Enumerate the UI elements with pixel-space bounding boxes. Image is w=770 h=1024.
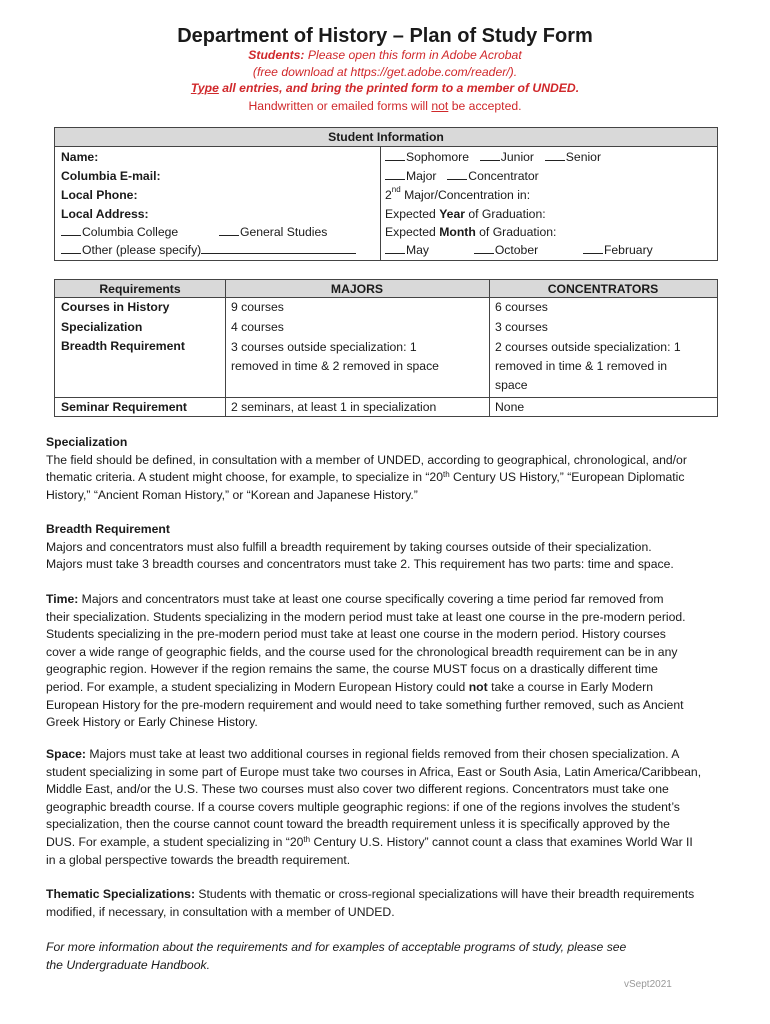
time-line-6 bbox=[46, 679, 726, 697]
time-section bbox=[46, 591, 726, 732]
conc-courses: 6 courses bbox=[495, 300, 548, 314]
name-field[interactable]: Name: bbox=[61, 150, 99, 164]
thematic-l1: Students with thematic or cross-regional specializations will have their breadth requirements bbox=[195, 887, 695, 901]
majors-specialization: 4 courses bbox=[231, 320, 284, 334]
conc-breadth-l3: space bbox=[495, 378, 528, 392]
space-l1: Majors must take at least two additional courses in regional fields removed from their chosen specialization. A bbox=[85, 747, 680, 761]
time-line-8: Greek History or Early Chinese History. bbox=[46, 715, 258, 730]
breadth-line-2: Majors must take 3 breadth courses and concentrators must take 2. This requirement has two parts: time and space. bbox=[46, 557, 674, 572]
majors-breadth-l1: 3 courses outside specialization: 1 bbox=[231, 340, 417, 354]
space-line-1 bbox=[46, 746, 726, 764]
grad-month-options bbox=[385, 242, 653, 260]
time-l6-post: take a course in Early Modern bbox=[487, 679, 653, 694]
instruction-text-4a: Handwritten or emailed forms will bbox=[248, 99, 428, 113]
second-num: 2 bbox=[385, 188, 392, 202]
second-sup: nd bbox=[391, 185, 401, 194]
time-l1: Majors and concentrators must take at least one course specifically covering a time period far removed from bbox=[78, 592, 664, 606]
time-line-7: European History for the pre-modern requirement and would need to take something further removed, such as Ancient bbox=[46, 697, 684, 712]
class-year-options bbox=[385, 149, 601, 167]
student-info-box bbox=[54, 127, 718, 261]
time-line-1 bbox=[46, 591, 726, 609]
page-title: Department of History – Plan of Study Form bbox=[177, 25, 593, 47]
spec-l2-pre: thematic criteria. A student might choose, for example, to specialize in “20 bbox=[46, 470, 443, 485]
table-row-divider bbox=[55, 397, 717, 398]
concentrator-label: Concentrator bbox=[468, 169, 539, 183]
breadth-section bbox=[46, 521, 726, 574]
grad-year-field[interactable] bbox=[385, 206, 546, 224]
second-major-label: Major/Concentration in: bbox=[404, 188, 531, 202]
not-word: not bbox=[431, 99, 449, 113]
majors-seminar: 2 seminars, at least 1 in specialization bbox=[231, 400, 437, 414]
may-label: May bbox=[406, 243, 430, 257]
major-label: Major bbox=[406, 169, 437, 183]
column-divider bbox=[380, 147, 381, 260]
second-major-field[interactable] bbox=[385, 187, 530, 205]
other-specify-field[interactable] bbox=[201, 242, 356, 254]
october-checkbox[interactable] bbox=[474, 242, 494, 254]
instruction-text-1: Please open this form in Adobe Acrobat bbox=[307, 48, 522, 62]
majors-courses: 9 courses bbox=[231, 300, 284, 314]
type-word: Type bbox=[190, 81, 219, 95]
space-line-4: geographic breadth course. If a course covers multiple geographic regions: if one of the regions involves the student’s bbox=[46, 799, 680, 814]
spec-line-3: History,” “Ancient Roman History,” or “Korean and Japanese History.” bbox=[46, 487, 418, 502]
general-studies-checkbox[interactable] bbox=[219, 224, 239, 236]
col-header-majors: MAJORS bbox=[330, 282, 384, 296]
more-info-line-2: the Undergraduate Handbook. bbox=[46, 957, 210, 972]
email-field[interactable]: Columbia E-mail: bbox=[61, 169, 161, 183]
program-options bbox=[385, 168, 539, 186]
junior-checkbox[interactable] bbox=[480, 149, 500, 161]
grad-month-bold: Month bbox=[439, 225, 476, 239]
grad-month-label bbox=[385, 224, 556, 242]
conc-seminar: None bbox=[495, 400, 525, 414]
address-field[interactable]: Local Address: bbox=[61, 207, 149, 221]
space-line-6 bbox=[46, 834, 726, 852]
more-info-section bbox=[46, 939, 726, 974]
space-label: Space: bbox=[46, 747, 86, 761]
sophomore-checkbox[interactable] bbox=[385, 149, 405, 161]
spec-l2-post: Century US History,” “European Diplomatic bbox=[449, 470, 685, 485]
col-header-requirements: Requirements bbox=[99, 282, 181, 296]
conc-breadth bbox=[489, 338, 687, 395]
time-label: Time: bbox=[46, 592, 79, 606]
conc-breadth-l2: removed in time & 1 removed in bbox=[495, 359, 668, 373]
thematic-line-2: modified, if necessary, in consultation with a member of UNDED. bbox=[46, 904, 395, 919]
concentrator-checkbox[interactable] bbox=[447, 168, 467, 180]
space-l6-pre: DUS. For example, a student specializing in “20 bbox=[46, 834, 304, 849]
time-l6-pre: period. For example, a student specializing in Modern European History could bbox=[46, 679, 469, 694]
october-label: October bbox=[494, 243, 539, 257]
grad-year-bold: Year bbox=[439, 207, 465, 221]
spec-l2-sup: th bbox=[442, 470, 450, 480]
space-line-7: in a global perspective towards the breadth requirement. bbox=[46, 852, 351, 867]
space-l6-post: Century U.S. History” cannot count a class that examines World War II bbox=[310, 834, 693, 849]
other-checkbox[interactable] bbox=[61, 242, 81, 254]
more-info-line-1: For more information about the requirements and for examples of acceptable programs of study, please see bbox=[46, 940, 627, 954]
specialization-heading: Specialization bbox=[46, 435, 128, 449]
phone-field[interactable]: Local Phone: bbox=[61, 188, 138, 202]
instruction-line-4 bbox=[0, 98, 770, 116]
row-label-seminar: Seminar Requirement bbox=[61, 400, 187, 414]
breadth-heading: Breadth Requirement bbox=[46, 522, 170, 536]
majors-breadth-l2: removed in time & 2 removed in space bbox=[231, 359, 439, 373]
february-label: February bbox=[603, 243, 653, 257]
specialization-section bbox=[46, 434, 726, 504]
sophomore-label: Sophomore bbox=[406, 150, 470, 164]
grad-month-post: of Graduation: bbox=[479, 225, 557, 239]
breadth-line-1: Majors and concentrators must also fulfill a breadth requirement by taking courses outside of their specialization. bbox=[46, 539, 652, 554]
conc-breadth-l1: 2 courses outside specialization: 1 bbox=[495, 340, 681, 354]
instruction-text-4b: be accepted. bbox=[451, 99, 522, 113]
time-line-4: cover a wide range of geographic fields, and the course used for the chronological breadth requirement can be in any bbox=[46, 644, 678, 659]
space-section bbox=[46, 746, 726, 869]
row-label-courses: Courses in History bbox=[61, 300, 170, 314]
school-options bbox=[61, 224, 327, 242]
instruction-line-3 bbox=[0, 80, 770, 98]
space-line-2: student specializing in some part of Europe must take two courses in Africa, East or South Asia, Latin America/Caribbean, bbox=[46, 764, 702, 779]
space-line-3: Middle East, and/or the U.S. These two courses must also cover two different regions. Concentrators must take one bbox=[46, 782, 669, 797]
conc-specialization: 3 courses bbox=[495, 320, 548, 334]
instruction-line-2: (free download at https://get.adobe.com/reader/). bbox=[252, 65, 518, 79]
space-l6-sup: th bbox=[303, 834, 311, 844]
general-studies-label: General Studies bbox=[239, 225, 328, 239]
students-label: Students: bbox=[248, 48, 305, 62]
major-checkbox[interactable] bbox=[385, 168, 405, 180]
space-line-5: specialization, then the course cannot count toward the breadth requirement unless it is specifically approved by the bbox=[46, 817, 670, 832]
time-line-2: their specialization. Students specializing in the modern period must take at least one course in the pre-modern period. bbox=[46, 609, 686, 624]
other-label: Other (please specify) bbox=[82, 243, 202, 257]
spec-line-1: The field should be defined, in consultation with a member of UNDED, according to geographical, chronological, and/or bbox=[46, 452, 687, 467]
grad-year-pre: Expected bbox=[385, 207, 436, 221]
col-header-concentrators: CONCENTRATORS bbox=[547, 282, 659, 296]
thematic-label: Thematic Specializations: bbox=[46, 887, 195, 901]
student-info-header: Student Information bbox=[55, 128, 717, 147]
time-l6-not: not bbox=[468, 679, 488, 694]
junior-label: Junior bbox=[500, 150, 534, 164]
senior-label: Senior bbox=[565, 150, 602, 164]
grad-year-post: of Graduation: bbox=[468, 207, 546, 221]
row-label-breadth: Breadth Requirement bbox=[61, 339, 185, 353]
instruction-text-3: all entries, and bring the printed form to a member of UNDED. bbox=[222, 81, 580, 95]
thematic-section bbox=[46, 886, 726, 921]
time-line-3: Students specializing in the pre-modern period must take at least one course in the modern period. History courses bbox=[46, 627, 666, 642]
columbia-college-checkbox[interactable] bbox=[61, 224, 81, 236]
other-school-option bbox=[61, 242, 357, 260]
columbia-college-label: Columbia College bbox=[82, 225, 179, 239]
february-checkbox[interactable] bbox=[583, 242, 603, 254]
majors-breadth bbox=[225, 338, 445, 376]
instruction-line-1 bbox=[0, 47, 770, 65]
requirements-table bbox=[54, 279, 718, 417]
version-label: vSept2021 bbox=[624, 979, 672, 990]
grad-month-pre: Expected bbox=[385, 225, 436, 239]
thematic-line-1 bbox=[46, 886, 726, 904]
may-checkbox[interactable] bbox=[385, 242, 405, 254]
spec-line-2 bbox=[46, 469, 726, 487]
time-line-5: geographic region. However if the region remains the same, the course MUST focus on a drastically different time bbox=[46, 662, 658, 677]
senior-checkbox[interactable] bbox=[545, 149, 565, 161]
row-label-specialization: Specialization bbox=[61, 320, 143, 334]
